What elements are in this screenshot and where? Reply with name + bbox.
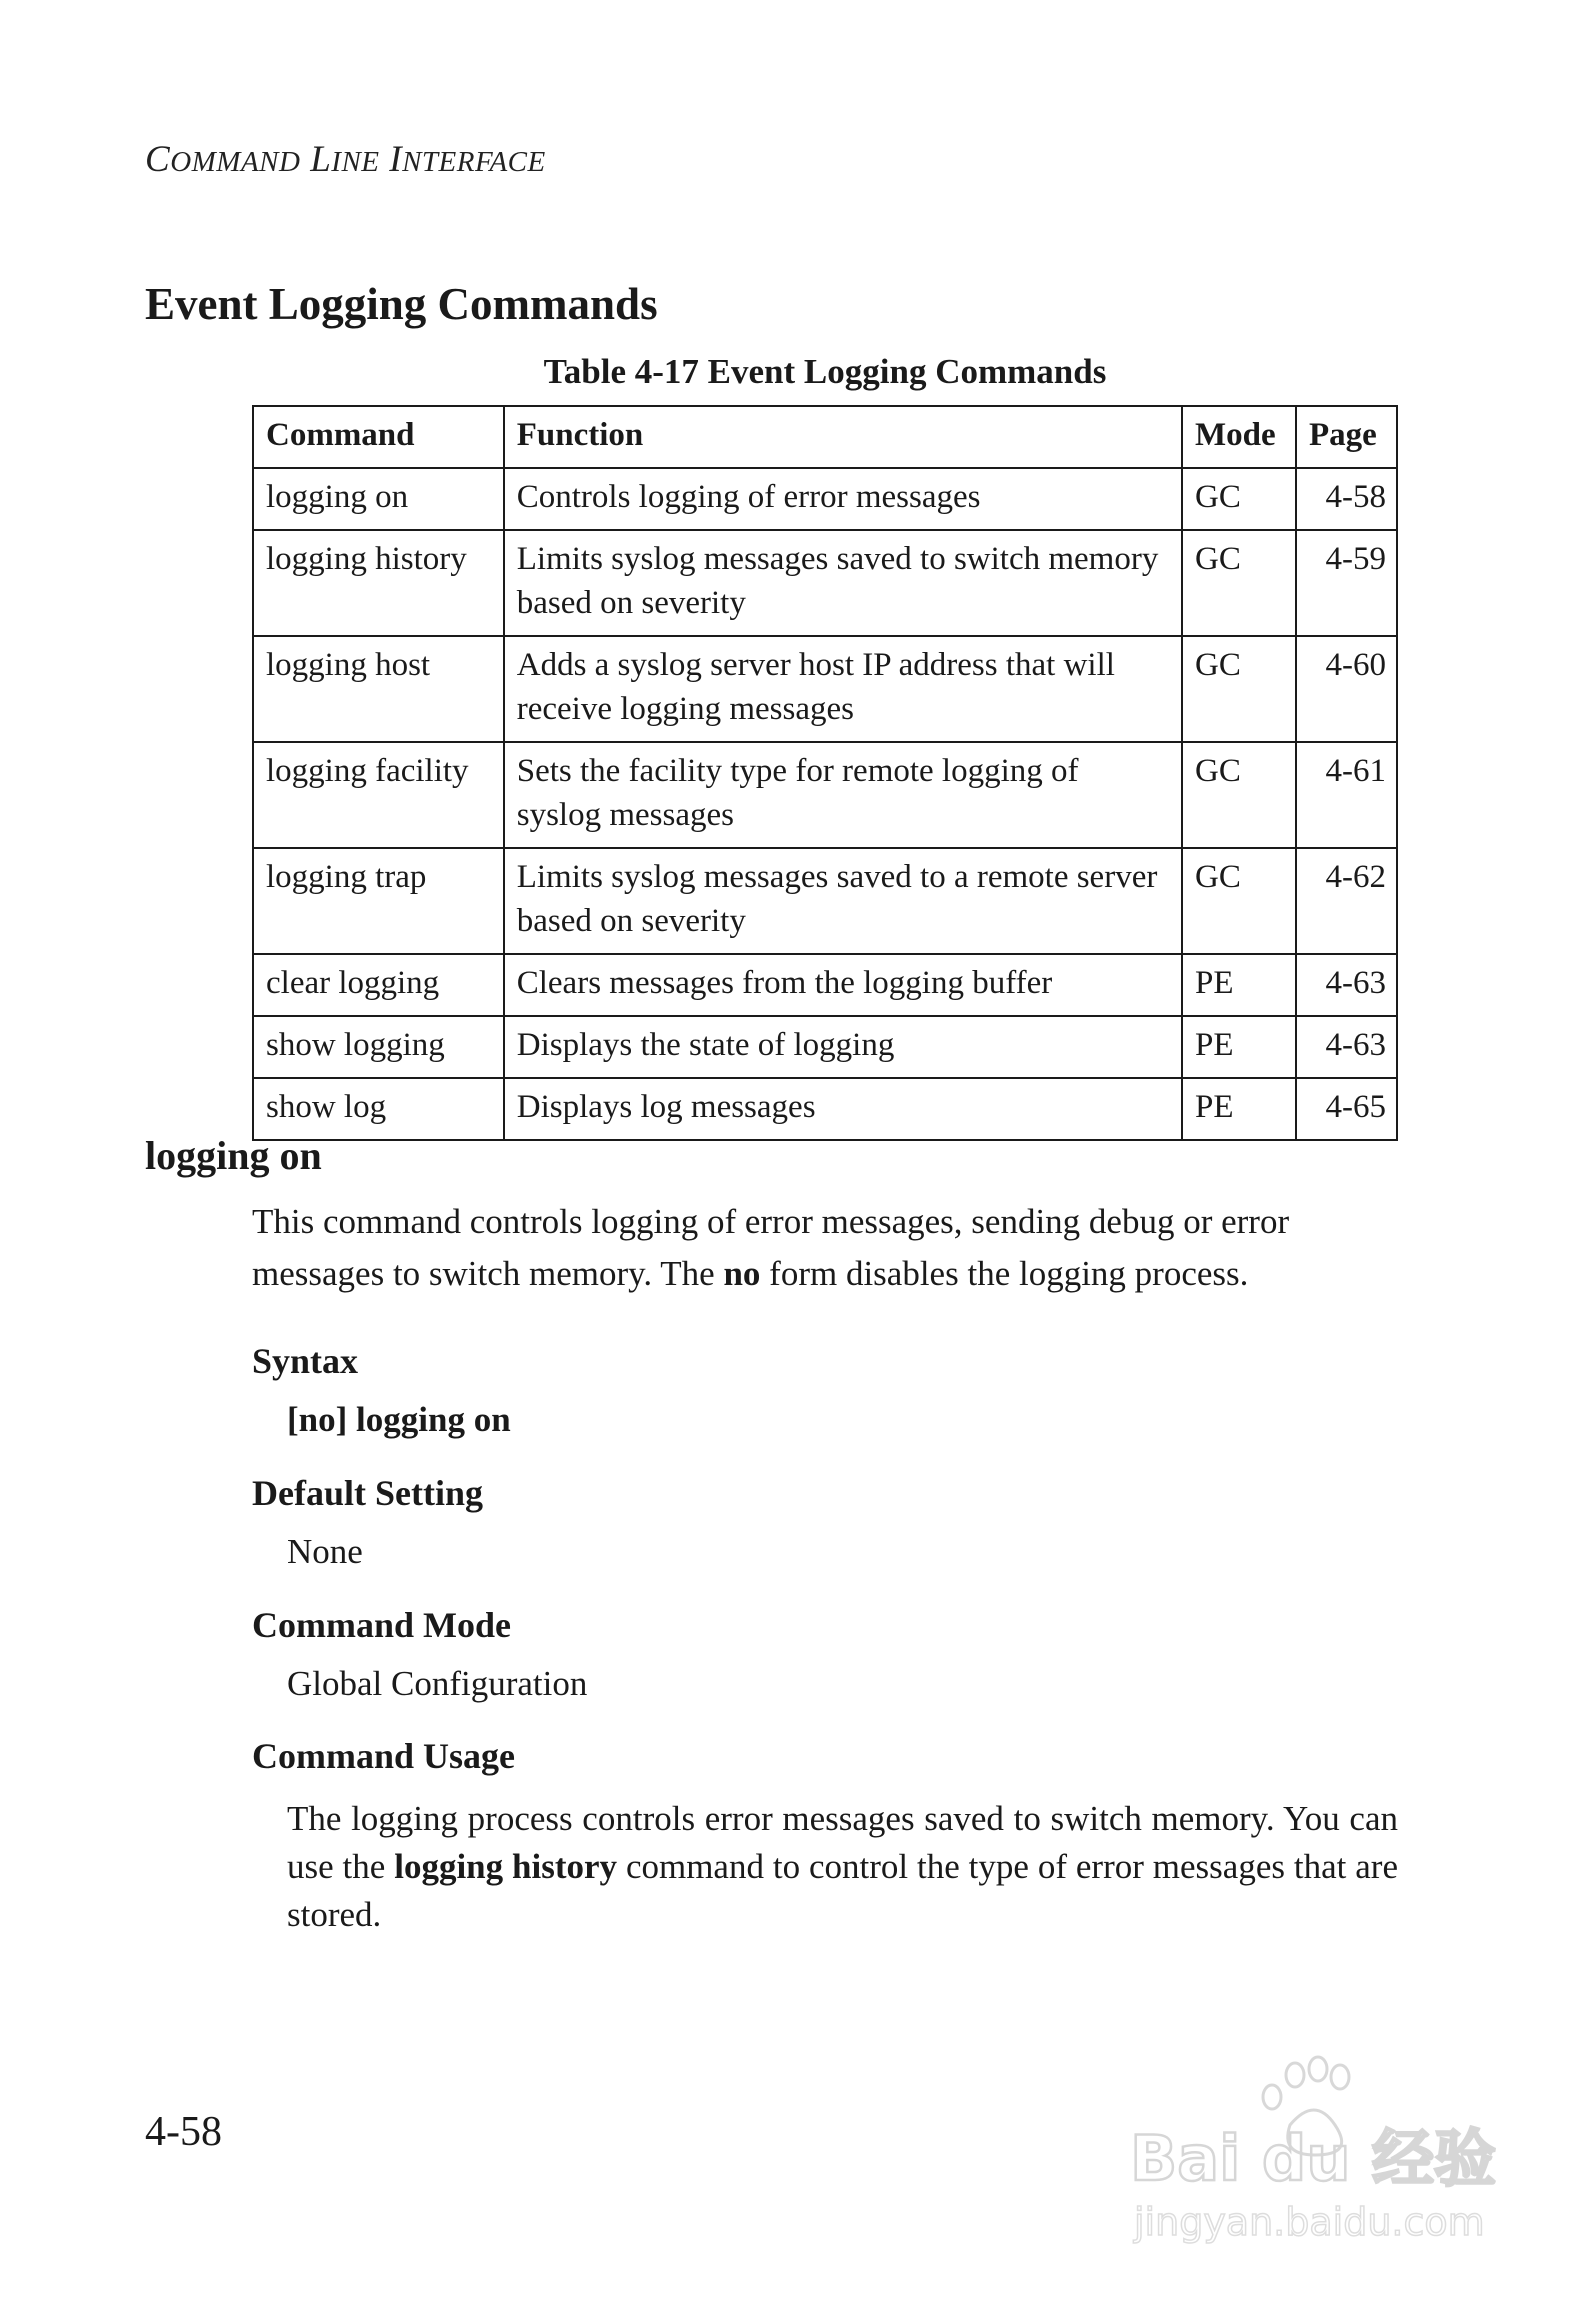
section-title: Event Logging Commands (145, 279, 658, 329)
cell-page: 4-62 (1296, 848, 1397, 954)
cell-mode: GC (1182, 636, 1296, 742)
cell-function: Limits syslog messages saved to a remote server based on severity (504, 848, 1182, 954)
commands-table (252, 405, 1398, 1141)
default-setting-heading: Default Setting (252, 1473, 483, 1513)
cell-command: show logging (253, 1016, 504, 1078)
cell-mode: PE (1182, 954, 1296, 1016)
cell-page: 4-65 (1296, 1078, 1397, 1140)
cell-mode: GC (1182, 530, 1296, 636)
cell-command: clear logging (253, 954, 504, 1016)
column-header-page: Page (1296, 406, 1397, 468)
cell-page: 4-59 (1296, 530, 1397, 636)
watermark-brand: Bai du 经验 (1130, 2122, 1497, 2195)
cell-function: Displays log messages (504, 1078, 1182, 1140)
table-row (253, 468, 1397, 530)
no-keyword: no (723, 1254, 761, 1293)
syntax-line: [no] logging on (287, 1400, 511, 1439)
cell-mode: PE (1182, 1016, 1296, 1078)
cell-function: Displays the state of logging (504, 1016, 1182, 1078)
command-title: logging on (145, 1133, 322, 1178)
cell-page: 4-63 (1296, 1016, 1397, 1078)
table-row (253, 742, 1397, 848)
logging-history-keyword: logging history (394, 1847, 618, 1886)
cell-mode: GC (1182, 468, 1296, 530)
cell-mode: PE (1182, 1078, 1296, 1140)
cell-function: Sets the facility type for remote logging of syslog messages (504, 742, 1182, 848)
cell-function: Clears messages from the logging buffer (504, 954, 1182, 1016)
table-row (253, 1016, 1397, 1078)
command-mode-heading: Command Mode (252, 1605, 511, 1645)
cell-function: Controls logging of error messages (504, 468, 1182, 530)
cell-page: 4-63 (1296, 954, 1397, 1016)
cell-command: logging on (253, 468, 504, 530)
command-usage-heading: Command Usage (252, 1736, 516, 1776)
header-word: COMMAND (145, 139, 301, 180)
header-word: LINE (310, 139, 380, 180)
cell-function: Limits syslog messages saved to switch memory based on severity (504, 530, 1182, 636)
column-header-function: Function (504, 406, 1182, 468)
cell-function: Adds a syslog server host IP address that will receive logging messages (504, 636, 1182, 742)
cell-command: logging facility (253, 742, 504, 848)
column-header-command: Command (253, 406, 504, 468)
cell-command: logging trap (253, 848, 504, 954)
table-row (253, 1078, 1397, 1140)
table-header-row (253, 406, 1397, 468)
baidu-watermark (1120, 2055, 1520, 2245)
watermark-url: jingyan.baidu.com (1134, 2200, 1485, 2244)
command-description: This command controls logging of error messages, sending debug or error messages to switch memory. The no form disables the logging process. (252, 1202, 1290, 1293)
table-row (253, 636, 1397, 742)
table-row (253, 954, 1397, 1016)
cell-page: 4-60 (1296, 636, 1397, 742)
table-row (253, 530, 1397, 636)
cell-command: logging host (253, 636, 504, 742)
default-setting-value: None (287, 1532, 363, 1571)
cell-command: show log (253, 1078, 504, 1140)
command-mode-value: Global Configuration (287, 1664, 588, 1703)
column-header-mode: Mode (1182, 406, 1296, 468)
header-word: INTERFACE (389, 139, 546, 180)
syntax-heading: Syntax (252, 1341, 359, 1381)
running-header (145, 138, 546, 181)
table-row (253, 848, 1397, 954)
cell-command: logging history (253, 530, 504, 636)
page-number: 4-58 (145, 2109, 222, 2155)
cell-page: 4-61 (1296, 742, 1397, 848)
command-usage-text: The logging process controls error messages saved to switch memory. You can use the logging history command to control the type of error messages that are stored. (287, 1799, 1398, 1934)
cell-mode: GC (1182, 742, 1296, 848)
table-caption: Table 4-17 Event Logging Commands (543, 352, 1107, 391)
cell-page: 4-58 (1296, 468, 1397, 530)
cell-mode: GC (1182, 848, 1296, 954)
